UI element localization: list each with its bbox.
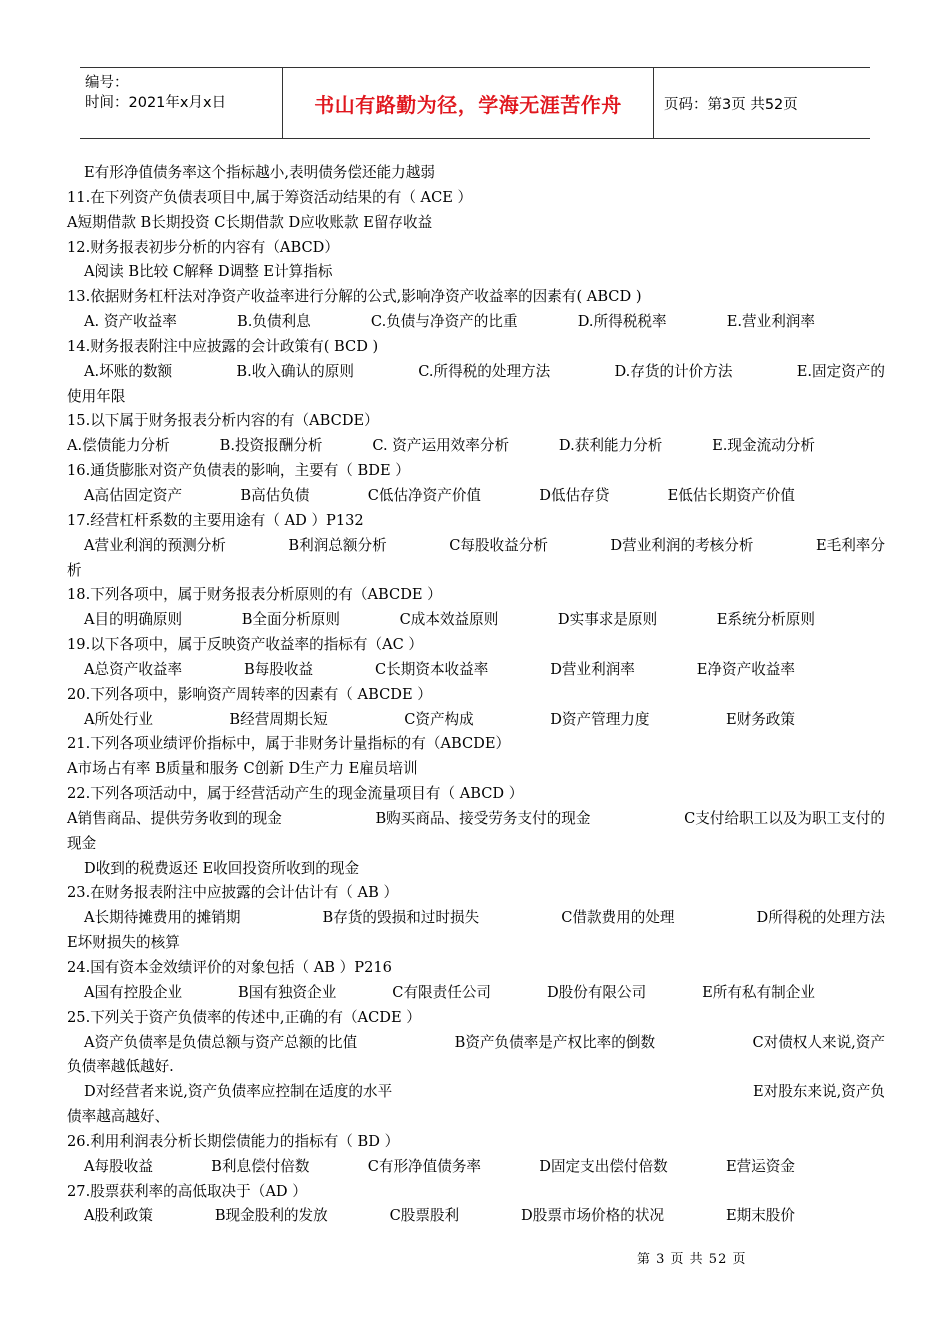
option-item: E系统分析原则	[716, 611, 815, 629]
page-header	[80, 67, 870, 139]
option-item: E所有私有制企业	[702, 983, 815, 1001]
text-line	[67, 1204, 885, 1229]
question-list	[67, 161, 885, 1229]
option-item: B.投资报酬分析	[219, 437, 323, 455]
option-item: A每股收益	[84, 1157, 153, 1175]
option-item: A股利政策	[84, 1207, 153, 1225]
option-item: E财务政策	[725, 710, 795, 728]
text-line: 26.利用利润表分析长期偿债能力的指标有（ BD ）	[67, 1132, 400, 1150]
option-item: B购买商品、接受劳务支付的现金	[375, 809, 591, 827]
option-item: B利息偿付倍数	[211, 1157, 310, 1175]
option-item: C长期资本收益率	[375, 660, 489, 678]
text-line: 15.以下属于财务报表分析内容的有（ABCDE）	[67, 412, 379, 430]
text-line	[67, 484, 885, 509]
text-line: 析	[67, 561, 82, 579]
text-line: 23.在财务报表附注中应披露的会计估计有（ AB ）	[67, 884, 399, 902]
option-item: A总资产收益率	[84, 660, 183, 678]
text-line: 14.财务报表附注中应披露的会计政策有( BCD )	[67, 337, 379, 355]
option-item: A. 资产收益率	[84, 313, 177, 331]
text-line: 债率越高越好、	[67, 1108, 170, 1126]
option-item: C低估净资产价值	[367, 486, 482, 504]
text-line: 16.通货膨胀对资产负债表的影响，主要有（ BDE ）	[67, 462, 410, 480]
text-line: 18.下列各项中，属于财务报表分析原则的有（ABCDE ）	[67, 586, 442, 604]
option-item: C股票股利	[389, 1207, 460, 1225]
text-line: 19.以下各项中，属于反映资产收益率的指标有（AC ）	[67, 636, 424, 654]
text-line: 24.国有资本金效绩评价的对象包括（ AB ）P216	[67, 959, 392, 976]
text-line	[67, 434, 885, 459]
text-line: 27.股票获利率的高低取决于（AD ）	[67, 1182, 307, 1200]
option-item: C有限责任公司	[392, 983, 492, 1001]
option-item: D营业利润的考核分析	[610, 536, 754, 554]
option-item: D对经营者来说,资产负债率应控制在适度的水平	[84, 1083, 393, 1101]
option-item: D营业利润率	[550, 660, 635, 678]
text-line	[67, 360, 885, 385]
option-item: D.存货的计价方法	[614, 362, 733, 380]
time-label: 时间：2021年x月x日	[85, 95, 227, 111]
option-item: D资产管理力度	[550, 710, 650, 728]
text-line: 负债率越低越好.	[67, 1058, 174, 1076]
option-item: D股份有限公司	[546, 983, 647, 1001]
text-line	[67, 310, 885, 335]
text-line: E有形净值债务率这个指标越小,表明债务偿还能力越弱	[84, 164, 435, 181]
option-item: B国有独资企业	[238, 983, 337, 1001]
text-line	[67, 534, 885, 559]
header-meta	[80, 68, 283, 138]
text-line	[67, 658, 885, 683]
option-item: E低估长期资产价值	[667, 486, 795, 504]
text-line: 22.下列各项活动中，属于经营活动产生的现金流量项目有（ ABCD ）	[67, 785, 524, 803]
option-item: A所处行业	[84, 710, 153, 728]
option-item: A.坏账的数额	[84, 362, 173, 380]
text-line	[67, 1155, 885, 1180]
text-line: 现金	[67, 834, 97, 852]
option-item: C. 资产运用效率分析	[372, 437, 510, 455]
option-item: E.营业利润率	[726, 313, 815, 331]
option-item: B每股收益	[244, 660, 314, 678]
option-item: C有形净值债务率	[367, 1157, 482, 1175]
option-item: B存货的毁损和过时损失	[322, 909, 480, 927]
option-item: E营运资金	[725, 1157, 795, 1175]
text-line: D收到的税费返还 E收回投资所收到的现金	[84, 859, 360, 877]
text-line	[67, 807, 885, 832]
option-item: E毛利率分	[815, 536, 885, 554]
option-item: B利润总额分析	[288, 536, 387, 554]
option-item: A.偿债能力分析	[67, 437, 170, 455]
option-item: E.现金流动分析	[712, 437, 815, 455]
text-line: 13.依据财务杠杆法对净资产收益率进行分解的公式,影响净资产收益率的因素有( ABCD )	[67, 288, 642, 306]
text-line: A阅读 B比较 C解释 D调整 E计算指标	[84, 263, 333, 281]
option-item: C资产构成	[404, 710, 474, 728]
text-line	[67, 1080, 885, 1105]
option-item: D实事求是原则	[557, 611, 658, 629]
option-item: E.固定资产的	[796, 362, 885, 380]
header-motto: 书山有路勤为径，学海无涯苦作舟	[283, 68, 654, 138]
text-line: 17.经营杠杆系数的主要用途有（ AD ）P132	[67, 511, 364, 529]
option-item: A高估固定资产	[84, 486, 183, 504]
text-line: 25.下列关于资产负债率的传述中,正确的有（ACDE ）	[67, 1008, 421, 1026]
text-line: 使用年限	[67, 387, 126, 405]
option-item: A长期待摊费用的摊销期	[84, 909, 241, 927]
option-item: C.负债与净资产的比重	[370, 313, 518, 331]
text-line	[67, 1031, 885, 1056]
text-line: 11.在下列资产负债表项目中,属于筹资活动结果的有（ ACE ）	[67, 188, 473, 206]
option-item: D.所得税税率	[577, 313, 667, 331]
text-line: A短期借款 B长期投资 C长期借款 D应收账款 E留存收益	[67, 213, 433, 231]
option-item: A目的明确原则	[84, 611, 183, 629]
page-footer: 第 3 页 共 52 页	[637, 1252, 747, 1267]
option-item: B经营周期长短	[229, 710, 328, 728]
text-line: 12.财务报表初步分析的内容有（ABCD）	[67, 238, 339, 256]
header-page-info: 页码：第3页 共52页	[664, 96, 798, 113]
text-line: A市场占有率 B质量和服务 C创新 D生产力 E雇员培训	[67, 760, 418, 778]
option-item: D.获利能力分析	[558, 437, 663, 455]
option-item: B全面分析原则	[241, 611, 340, 629]
text-line	[67, 708, 885, 733]
option-item: C对债权人来说,资产	[752, 1033, 885, 1051]
text-line: E坏财损失的核算	[67, 934, 180, 952]
text-line: 21.下列各项业绩评价指标中，属于非财务计量指标的有（ABCDE）	[67, 735, 511, 753]
option-item: B高估负债	[240, 486, 310, 504]
option-item: A销售商品、提供劳务收到的现金	[67, 809, 282, 827]
option-item: B现金股利的发放	[214, 1207, 328, 1225]
text-line: 20.下列各项中，影响资产周转率的因素有（ ABCDE ）	[67, 685, 432, 703]
option-item: A资产负债率是负债总额与资产总额的比值	[84, 1033, 358, 1051]
option-item: A营业利润的预测分析	[84, 536, 226, 554]
option-item: E净资产收益率	[696, 660, 795, 678]
option-item: B.收入确认的原则	[236, 362, 354, 380]
option-item: C支付给职工以及为职工支付的	[684, 809, 885, 827]
text-line	[67, 906, 885, 931]
option-item: D所得税的处理方法	[756, 909, 885, 927]
option-item: D股票市场价格的状况	[521, 1207, 665, 1225]
text-line	[67, 981, 885, 1006]
option-item: C借款费用的处理	[561, 909, 675, 927]
text-line	[67, 608, 885, 633]
option-item: B.负债利息	[236, 313, 311, 331]
option-item: D低估存贷	[539, 486, 610, 504]
option-item: C成本效益原则	[399, 611, 499, 629]
option-item: C每股收益分析	[449, 536, 548, 554]
option-item: C.所得税的处理方法	[418, 362, 551, 380]
option-item: A国有控股企业	[84, 983, 183, 1001]
option-item: E对股东来说,资产负	[752, 1083, 885, 1101]
number-label: 编号：	[85, 75, 129, 91]
option-item: B资产负债率是产权比率的倒数	[454, 1033, 656, 1051]
option-item: E期末股价	[725, 1207, 795, 1225]
option-item: D固定支出偿付倍数	[539, 1157, 668, 1175]
